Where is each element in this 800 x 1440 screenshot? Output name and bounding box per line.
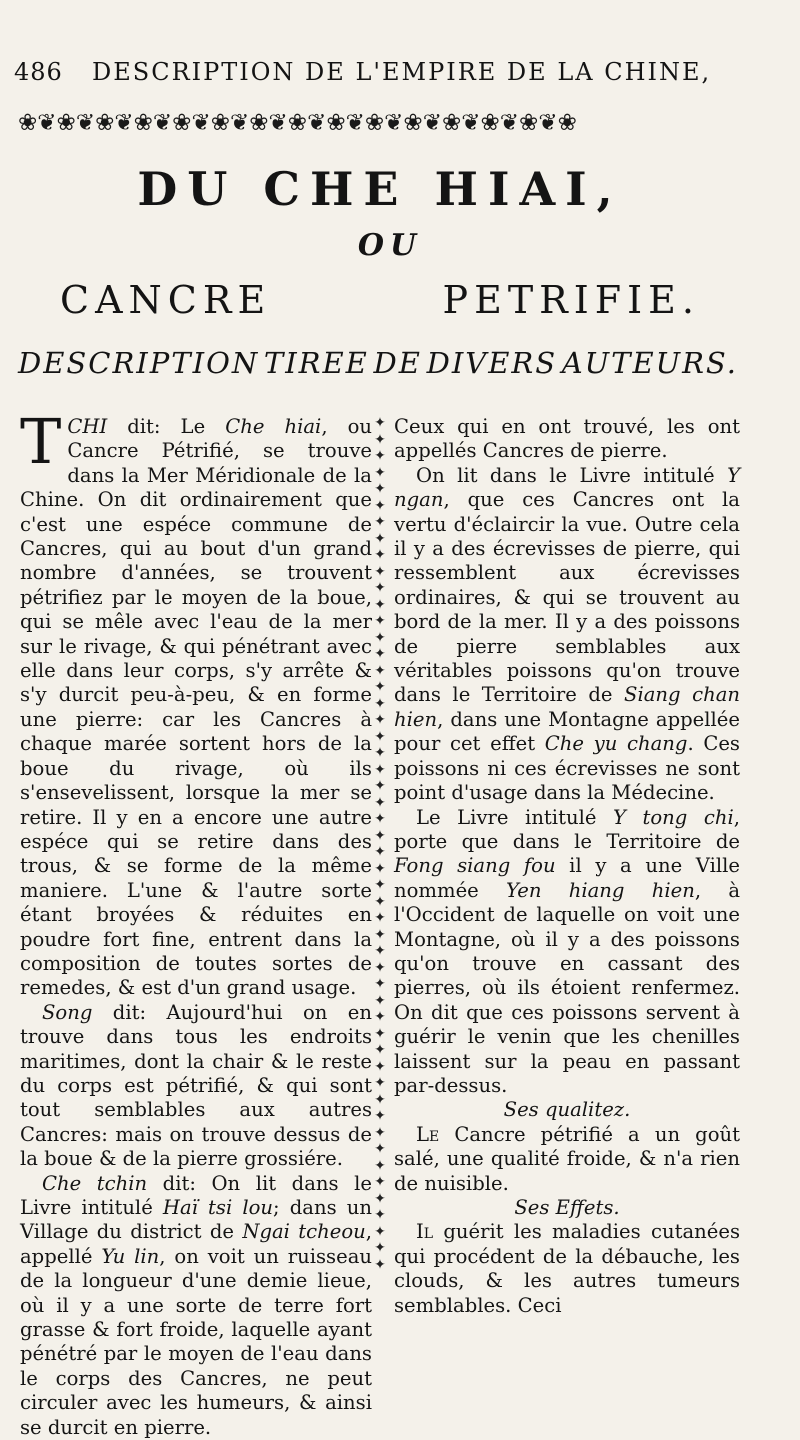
author-name: CHI <box>67 415 108 438</box>
place-name: Yu lin <box>101 1244 160 1268</box>
author-name: Song <box>42 1000 93 1024</box>
author-name: Che tchin <box>42 1171 148 1195</box>
lead-word: Il <box>416 1220 434 1244</box>
text: dit: Le <box>107 415 226 438</box>
page-header <box>14 58 774 92</box>
left-column <box>20 405 373 1440</box>
text: il y a une Ville nommée <box>394 854 740 902</box>
paragraph <box>20 1172 372 1440</box>
text: , porte que dans le Territoire de <box>394 805 740 853</box>
page-number: 486 <box>14 58 63 86</box>
paragraph <box>394 464 740 806</box>
text: ; dans un Village du district de <box>20 1196 372 1244</box>
title-word: CANCRE <box>60 278 272 322</box>
ornamental-border: ❀❦❀❦❀❦❀❦❀❦❀❦❀❦❀❦❀❦❀❦❀❦❀❦❀❦❀❦❀ <box>18 110 577 136</box>
text: dit: On lit dans le Livre intitulé <box>20 1171 372 1219</box>
subtitle-word: DE <box>373 346 422 380</box>
subtitle-word: AUTEURS. <box>561 346 738 380</box>
running-head: DESCRIPTION DE L'EMPIRE DE LA CHINE, <box>92 58 712 86</box>
right-column <box>394 415 740 1318</box>
text: dit: Aujourd'hui on en trouve dans tous les endroits maritimes, dont la chair & le reste du corps est pétrifié, & qui sont tout semblables aux autres Cancres: mais on trouve dessus de la boue & de la pierre grossiére. <box>20 1000 372 1171</box>
drop-cap: T <box>20 405 62 478</box>
place-name: Siang chan hien <box>394 683 740 731</box>
place-name: Ngai tcheou <box>242 1220 366 1244</box>
title-line-3 <box>60 278 700 322</box>
paragraph: Ceux qui en ont trouvé, les ont appellés Cancres de pierre. <box>394 415 740 463</box>
book-title: Y tong chi <box>613 805 734 829</box>
title-line-2: OU <box>357 228 423 263</box>
lead-word: Le <box>416 1122 440 1146</box>
book-title: Haï tsi lou <box>162 1196 274 1219</box>
subtitle-word: TIREE <box>263 346 369 380</box>
text: , on voit un ruisseau de la longueur d'une demie lieue, où il y a une sorte de terre fort grasse & fort froide, laquelle ayant pénétré par le moyen de l'eau dans le corps des Cancres, ne peut circuler avec les humeurs, & ainsi se durcit en pierre. <box>20 1244 373 1439</box>
book-title: Y ngan <box>394 463 740 512</box>
text: Le Livre intitulé <box>416 805 613 829</box>
paragraph <box>20 405 373 1001</box>
text: On lit dans le Livre intitulé <box>416 463 728 487</box>
text: Cancre pétrifié a un goût salé, une qualité froide, & n'a rien de nuisible. <box>394 1122 740 1195</box>
text: , dans une Montagne appellée pour cet effet <box>394 707 740 756</box>
subtitle-word: DIVERS <box>426 346 558 380</box>
text: , appellé <box>20 1220 373 1268</box>
text: , à l'Occident de laquelle on voit une Montagne, où il y a des poissons qu'on trouve en cassant des pierres, où ils étoient renfermez. On dit que ces poissons servent à guérir le venin que les chenilles laissent sur la peau en passant par-dessus. <box>394 878 740 1097</box>
text: . Ces poissons ni ces écrevisses ne sont point d'usage dans la Médecine. <box>394 732 740 805</box>
title-line-1: DU CHE HIAI, <box>137 162 623 216</box>
section-heading: Ses qualitez. <box>503 1098 631 1122</box>
paragraph <box>20 1001 372 1172</box>
text: , ou Cancre Pétrifié, se trouve dans la Mer Méridionale de la Chine. On dit ordinairement que c'est une espéce commune de Cancres, qui au bout d'un grand nombre d'années, se trouvent pétrifiez par le moyen de la boue, qui se mêle avec l'eau de la mer sur le rivage, & qui pénétrant avec elle dans leur corps, s'y arrête & s'y durcit peu-à-peu, & en forme une pierre: car les Cancres à chaque marée sortent hors de la boue du rivage, où ils s'ensevelissent, lorsque la mer se retire. Il y en a encore une autre espéce qui se retire dans des trous, & se forme de la même maniere. L'une & l'autre sorte étant broyées & réduites en poudre fort fine, entrent dans la composition de toutes sortes de remedes, & est d'un grand usage. <box>20 415 373 1000</box>
paragraph <box>394 1123 740 1196</box>
subtitle-word: DESCRIPTION <box>18 346 260 380</box>
subtitle <box>18 346 738 380</box>
place-name: Fong siang fou <box>394 854 556 878</box>
text: , que ces Cancres ont la vertu d'éclaircir la vue. Outre cela il y a des écrevisses de pierre, qui ressemblent aux écrevisses ordinaires, & qui se trouvent au bord de la mer. Il y a des poissons de pierre semblables aux véritables poissons qu'on trouve dans le Territoire de <box>394 488 740 707</box>
section-heading: Ses Effets. <box>514 1196 620 1219</box>
term: Che hiai <box>225 415 322 438</box>
place-name: Yen hiang hien <box>506 878 695 902</box>
place-name: Che yu chang <box>544 732 688 756</box>
paragraph <box>394 1220 740 1318</box>
text: guérit les maladies cutanées qui procédent de la débauche, les clouds, & les autres tumeurs semblables. Ceci <box>394 1220 740 1317</box>
column-divider-ornament: ✦ ✦ ✦ ✦ ✦ ✦ ✦ ✦ ✦ ✦ ✦ ✦ ✦ ✦ ✦ ✦ ✦ ✦ ✦ ✦ ✦ ✦ ✦ ✦ ✦ ✦ ✦ ✦ ✦ ✦ ✦ ✦ ✦ ✦ ✦ ✦ ✦ ✦ ✦ ✦ ✦ ✦ ✦ ✦ ✦ ✦ ✦ ✦ ✦ ✦ ✦ ✦ <box>374 415 386 1273</box>
paragraph <box>394 806 740 1099</box>
title-word: PETRIFIE. <box>442 278 700 322</box>
